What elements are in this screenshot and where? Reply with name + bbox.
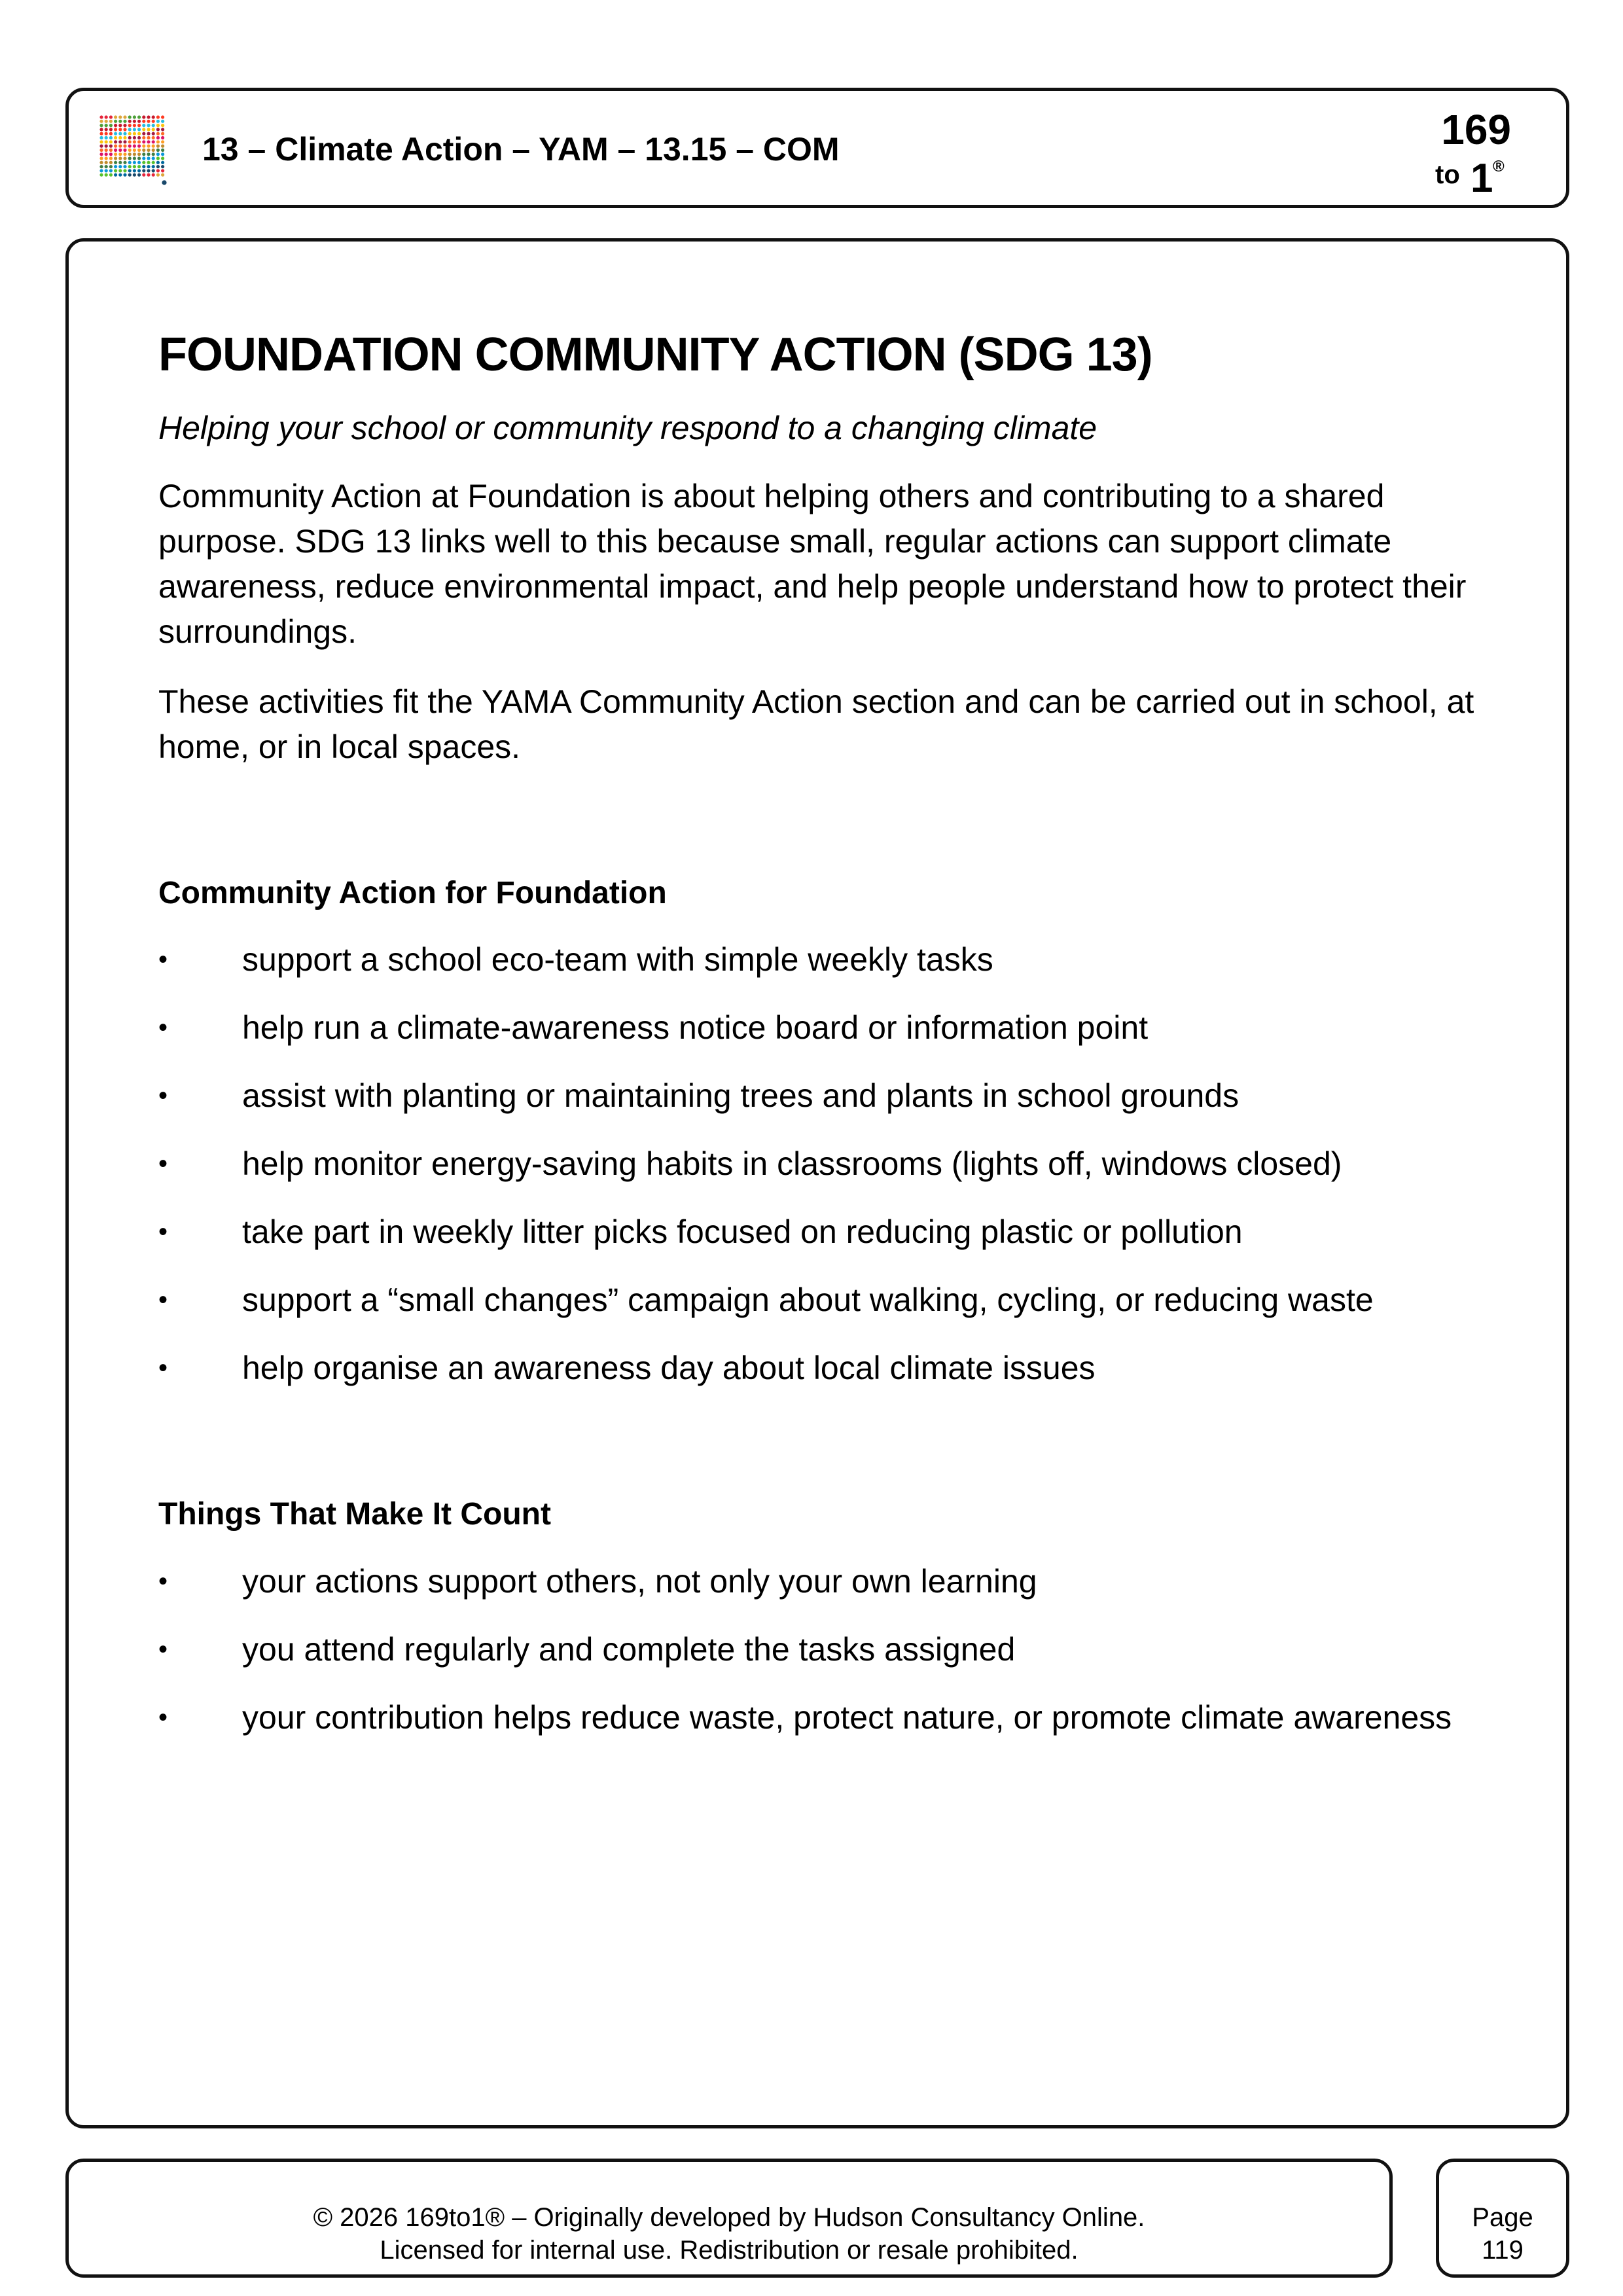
list-item: • help monitor energy-saving habits in classrooms (lights off, windows closed) [158, 1141, 1507, 1187]
page-title: FOUNDATION COMMUNITY ACTION (SDG 13) [158, 329, 1152, 381]
list-item: • help run a climate-awareness notice board or information point [158, 1005, 1507, 1050]
page-subtitle: Helping your school or community respond to a changing climate [158, 410, 1097, 447]
copyright-line: © 2026 169to1® – Originally developed by Hudson Consultancy Online. [313, 2203, 1145, 2232]
context-paragraph: These activities fit the YAMA Community Action section and can be carried out in school, at home, or in local spaces. [158, 683, 1474, 765]
copyright-notice [69, 2201, 1389, 2267]
header-title: 13 – Climate Action – YAM – 13.15 – COM [202, 131, 840, 168]
main-content-panel [65, 238, 1569, 2128]
list-item: • you attend regularly and complete the tasks assigned [158, 1627, 1507, 1672]
page-header [65, 88, 1569, 208]
brand-to: to [1435, 160, 1460, 189]
content [158, 327, 1507, 1740]
section-heading-make-it-count: Things That Make It Count [158, 1497, 551, 1532]
intro-paragraph: Community Action at Foundation is about helping others and contributing to a shared purpose. SDG 13 links well to this because small, regular actions can support climate awareness, reduce environmental impact, and help people understand how to protect their surroundings. [158, 477, 1467, 650]
page-number: 119 [1482, 2236, 1524, 2265]
list-item: • support a “small changes” campaign about walking, cycling, or reducing waste [158, 1278, 1507, 1323]
list-item: • your contribution helps reduce waste, protect nature, or promote climate awareness [158, 1695, 1507, 1740]
page-indicator [1439, 2201, 1566, 2267]
section-heading-community-action: Community Action for Foundation [158, 875, 667, 910]
list-item: • assist with planting or maintaining trees and plants in school grounds [158, 1073, 1507, 1119]
page-number-box [1436, 2159, 1569, 2278]
license-line: Licensed for internal use. Redistribution or resale prohibited. [380, 2236, 1079, 2265]
brand-logo [1433, 99, 1511, 204]
brand-registered-mark: ® [1493, 158, 1505, 175]
page-footer [65, 2159, 1393, 2278]
page-label: Page [1472, 2203, 1533, 2232]
sdg-color-grid-logo-icon [99, 115, 167, 185]
community-action-list [158, 937, 1507, 1391]
list-item: • help organise an awareness day about local climate issues [158, 1346, 1507, 1391]
make-it-count-list [158, 1559, 1507, 1740]
list-item: • your actions support others, not only your own learning [158, 1559, 1507, 1604]
brand-number: 169 [1441, 106, 1511, 153]
list-item: • take part in weekly litter picks focused on reducing plastic or pollution [158, 1210, 1507, 1255]
brand-one: 1 [1471, 156, 1493, 201]
list-item: • support a school eco-team with simple weekly tasks [158, 937, 1507, 982]
